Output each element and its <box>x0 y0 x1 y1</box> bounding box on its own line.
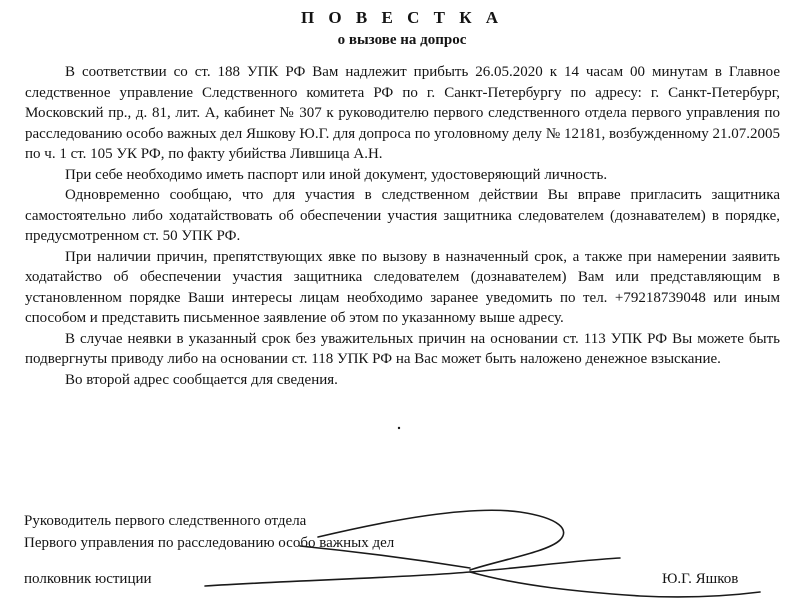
signatory-name: Ю.Г. Яшков <box>662 571 739 587</box>
signatory-rank: полковник юстиции <box>24 571 152 587</box>
paragraph-defender: Одновременно сообщаю, что для участия в следственном действии Вы вправе пригласить защитника самостоятельно либо ходатайствовать об обеспечении участия защитника следователем (дознавателем) в порядке, предусмотренном ст. 50 УПК РФ. <box>25 187 780 244</box>
paragraph-identity: При себе необходимо иметь паспорт или иной документ, удостоверяющий личность. <box>65 166 608 183</box>
paragraph-notice: При наличии причин, препятствующих явке по вызову в назначенный срок, а также при намерении заявить ходатайство об обеспечении участия защитника следователем (дознавателем) Вам или представляющим в установленном порядке Ваши интересы лицам необходимо заранее уведомить по тел. +79218739048 или иным способом и представить письменное заявление об этом по указанному выше адресу. <box>25 248 780 326</box>
paragraph-penalty: В случае неявки в указанный срок без уважительных причин на основании ст. 113 УПК РФ Вы можете быть подвергнуты приводу либо на основании ст. 118 УПК РФ на Вас может быть наложено денежное взыскание. <box>25 330 780 367</box>
document-subtitle: о вызове на допрос <box>337 32 467 48</box>
signatory-position-line2: Первого управления по расследованию особо важных дел <box>24 535 395 551</box>
signatory-position-line1: Руководитель первого следственного отдела <box>24 513 307 529</box>
paragraph-copy: Во второй адрес сообщается для сведения. <box>65 371 338 388</box>
paragraph-summons: В соответствии со ст. 188 УПК РФ Вам надлежит прибыть 26.05.2020 к 14 часам 00 минутам в Главное следственное управление Следственного комитета РФ по г. Санкт-Петербургу по адресу: г. Санкт-Петербург, Московский пр., д. 81, лит. А, кабинет № 307 к руководителю первого следственного отдела первого управления по расследованию особо важных дел Яшкову Ю.Г. для допроса по уголовному делу № 12181, возбужденному 21.07.2005 по ч. 1 ст. 105 УК РФ, по факту убийства Лившица А.Н. <box>25 64 780 162</box>
document-title: П О В Е С Т К А <box>300 8 504 27</box>
document-body <box>25 62 780 390</box>
